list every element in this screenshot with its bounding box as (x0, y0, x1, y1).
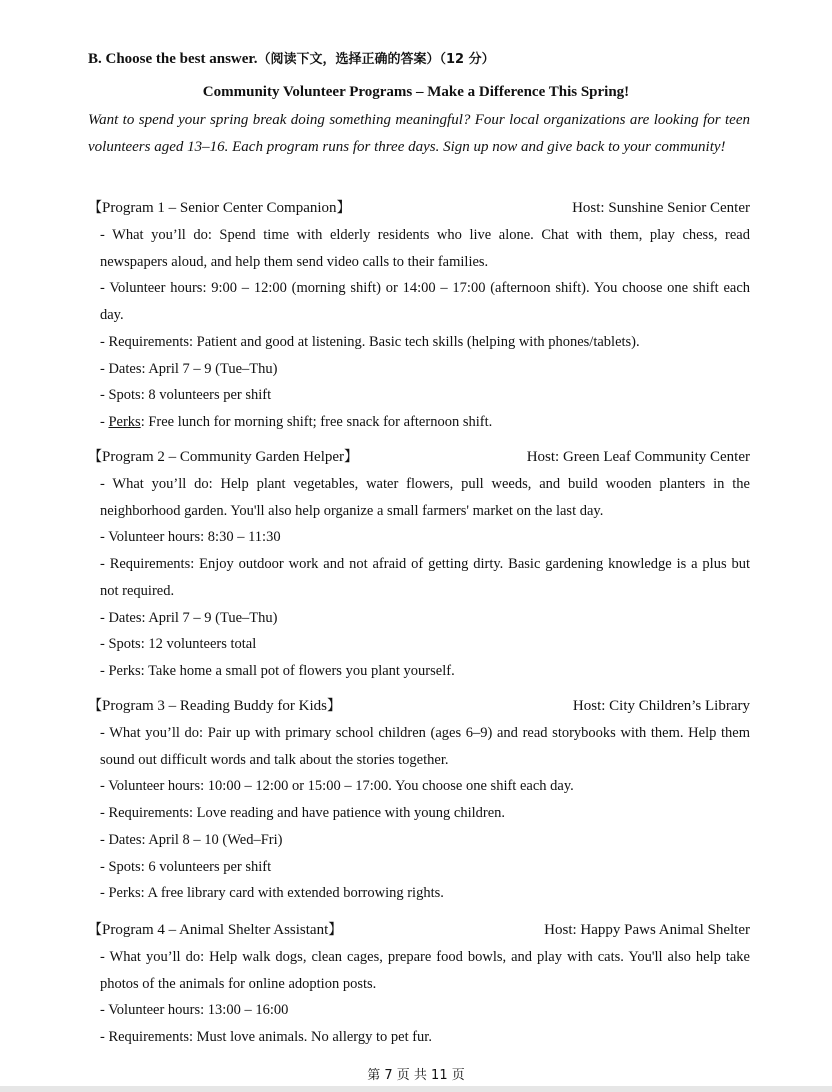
program-dates: - Dates: April 7 – 9 (Tue–Thu) (100, 609, 278, 626)
program-3 (88, 693, 750, 907)
program-1 (88, 195, 750, 436)
program-perks: - Perks: A free library card with extended borrowing rights. (100, 885, 444, 902)
program-requirements: - Requirements: Patient and good at listening. Basic tech skills (helping with phones/tablets). (100, 333, 640, 350)
program-dates: - Dates: April 7 – 9 (Tue–Thu) (100, 360, 278, 377)
program-hours: - Volunteer hours: 13:00 – 16:00 (100, 1002, 289, 1019)
program-host: Host: Green Leaf Community Center (526, 449, 750, 465)
program-header (88, 693, 750, 720)
program-requirements: - Requirements: Must love animals. No allergy to pet fur. (100, 1029, 432, 1046)
program-spots: - Spots: 8 volunteers per shift (100, 387, 272, 404)
program-header (88, 195, 750, 222)
program-hours: - Volunteer hours: 10:00 – 12:00 or 15:00 – 17:00. You choose one shift each day. (100, 778, 574, 795)
program-spots: - Spots: 12 volunteers total (100, 636, 257, 653)
section-label: B. Choose the best answer. (88, 51, 258, 67)
program-name: 【Program 1 – Senior Center Companion】 (88, 200, 351, 216)
passage-intro: Want to spend your spring break doing something meaningful? Four local organizations are looking for teen volunteers aged 13–16. Each program runs for three days. Sign up now and give back to your community! (88, 112, 750, 155)
section-heading (88, 48, 495, 68)
program-header (88, 444, 750, 471)
perks-underlined-word: Perks (108, 413, 141, 430)
passage-title: Community Volunteer Programs – Make a Difference This Spring! (202, 84, 630, 100)
program-host: Host: Happy Paws Animal Shelter (544, 922, 750, 938)
program-name: 【Program 2 – Community Garden Helper】 (88, 449, 359, 465)
program-spots: - Spots: 6 volunteers per shift (100, 858, 272, 875)
page-bottom-edge (0, 1086, 832, 1092)
program-name: 【Program 4 – Animal Shelter Assistant】 (88, 922, 343, 938)
program-what: - What you’ll do: Help walk dogs, clean cages, prepare food bowls, and play with cats. You'll also help take photos of the animals for online adoption posts. (100, 949, 750, 992)
program-header (88, 917, 750, 944)
section-instruction-cn: （阅读下文，选择正确的答案）（12 分） (257, 52, 495, 67)
program-dates: - Dates: April 8 – 10 (Wed–Fri) (100, 831, 283, 848)
program-what: - What you’ll do: Help plant vegetables, water flowers, pull weeds, and build wooden planters in the neighborhood garden. You'll also help organize a small farmers' market on the last day. (100, 476, 750, 519)
program-perks: - Perks: Free lunch for morning shift; free snack for afternoon shift. (100, 413, 493, 430)
program-perks: - Perks: Take home a small pot of flowers you plant yourself. (100, 662, 455, 679)
program-hours: - Volunteer hours: 8:30 – 11:30 (100, 529, 281, 546)
program-4 (88, 917, 750, 1051)
program-host: Host: Sunshine Senior Center (572, 200, 750, 216)
program-requirements: - Requirements: Enjoy outdoor work and not afraid of getting dirty. Basic gardening knowledge is a plus but not required. (100, 556, 750, 599)
page-number-footer: 第 7 页 共 11 页 (367, 1068, 465, 1083)
program-requirements: - Requirements: Love reading and have patience with young children. (100, 805, 506, 822)
program-hours: - Volunteer hours: 9:00 – 12:00 (morning shift) or 14:00 – 17:00 (afternoon shift). You choose one shift each day. (100, 280, 750, 324)
program-name: 【Program 3 – Reading Buddy for Kids】 (88, 698, 341, 714)
program-2 (88, 444, 750, 685)
program-what: - What you’ll do: Pair up with primary school children (ages 6–9) and read storybooks with them. Help them sound out difficult words and talk about the stories together. (100, 725, 750, 768)
program-what: - What you’ll do: Spend time with elderly residents who live alone. Chat with them, play chess, read newspapers aloud, and help them send video calls to their families. (100, 227, 750, 270)
program-host: Host: City Children’s Library (572, 698, 750, 714)
